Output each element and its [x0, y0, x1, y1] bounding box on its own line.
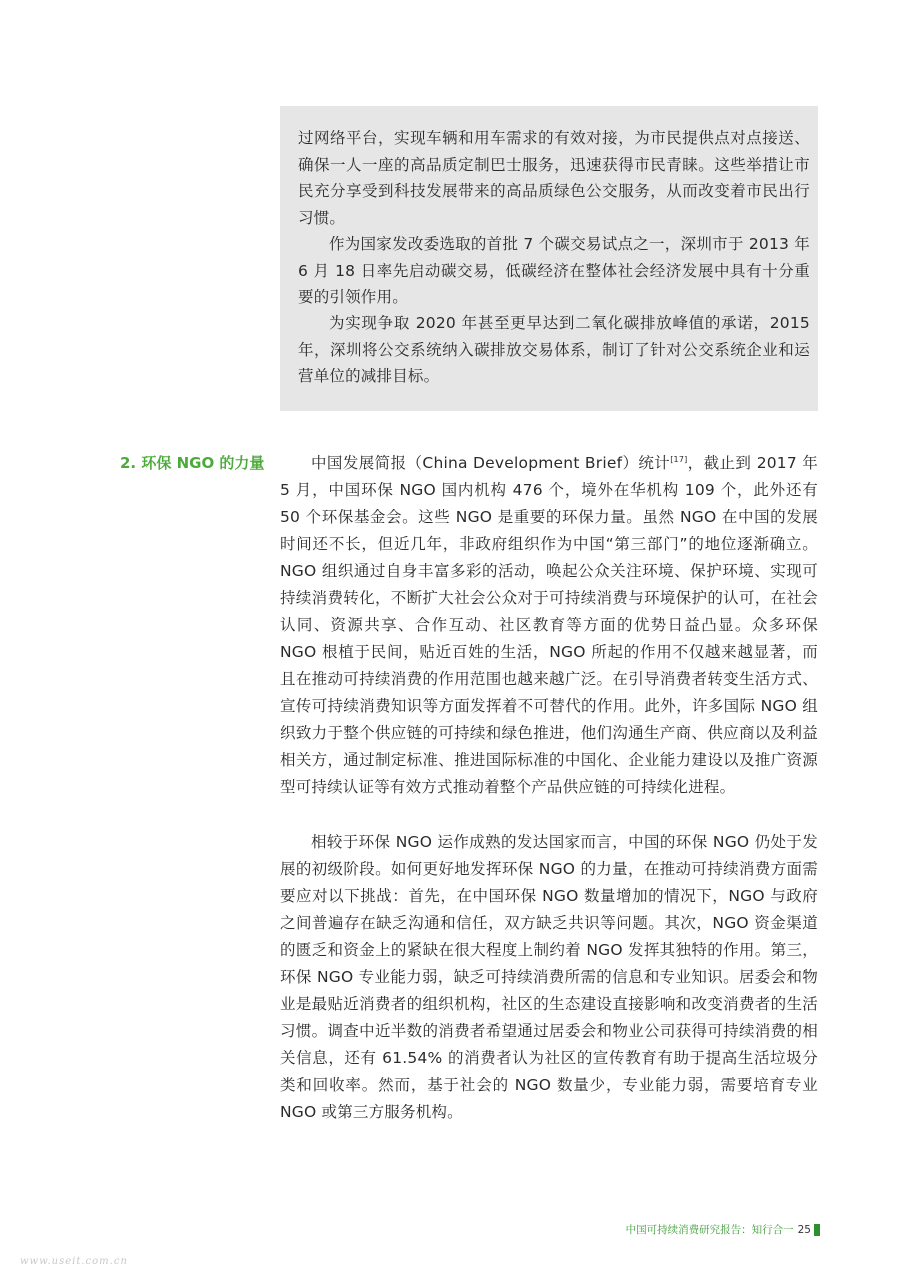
- paragraph-1-lead: 中国发展简报（China Development Brief）统计: [311, 454, 671, 472]
- box-paragraph-3: 为实现争取 2020 年甚至更早达到二氧化碳排放峰值的承诺，2015 年，深圳将公交系统纳入碳排放交易体系，制订了针对公交系统企业和运营单位的减排目标。: [298, 314, 810, 385]
- footer-bar-icon: [814, 1224, 820, 1236]
- section-paragraph-2: 相较于环保 NGO 运作成熟的发达国家而言，中国的环保 NGO 仍处于发展的初级阶段。如何更好地发挥环保 NGO 的力量，在推动可持续消费方面需要应对以下挑战：首先，在中国环保 NGO 数量增加的情况下，NGO 与政府之间普遍存在缺乏沟通和信任，双方缺乏共识等问题。其次，NGO 资金渠道的匮乏和资金上的紧缺在很大程度上制约着 NGO 发挥其独特的作用。第三，环保 NGO 专业能力弱，缺乏可持续消费所需的信息和专业知识。居委会和物业是最贴近消费者的组织机构，社区的生态建设直接影响和改变消费者的生活习惯。调查中近半数的消费者希望通过居委会和物业公司获得可持续消费的相关信息，还有 61.54% 的消费者认为社区的宣传教育有助于提高生活垃圾分类和回收率。然而，基于社会的 NGO 数量少，专业能力弱，需要培育专业 NGO 或第三方服务机构。: [280, 833, 818, 1121]
- section-heading: 2. 环保 NGO 的力量: [120, 454, 265, 472]
- page-number: 25: [797, 1223, 811, 1236]
- page-footer: [626, 1222, 820, 1237]
- citation-ref: [17]: [670, 455, 688, 464]
- paragraph-1-body: ，截止到 2017 年 5 月，中国环保 NGO 国内机构 476 个，境外在华机构 109 个，此外还有 50 个环保基金会。这些 NGO 是重要的环保力量。虽然 NGO 在中国的发展时间还不长，但近几年，非政府组织作为中国“第三部门”的地位逐渐确立。NGO 组织通过自身丰富多彩的活动，唤起公众关注环境、保护环境、实现可持续消费转化，不断扩大社会公众对于可持续消费与环境保护的认可，在社会认同、资源共享、合作互动、社区教育等方面的优势日益凸显。众多环保 NGO 根植于民间，贴近百姓的生活，NGO 所起的作用不仅越来越显著，而且在推动可持续消费的作用范围也越来越广泛。在引导消费者转变生活方式、宣传可持续消费知识等方面发挥着不可替代的作用。此外，许多国际 NGO 组织致力于整个供应链的可持续和绿色推进，他们沟通生产商、供应商以及利益相关方，通过制定标准、推进国际标准的中国化、企业能力建设以及推广资源型可持续认证等有效方式推动着整个产品供应链的可持续化进程。: [280, 454, 818, 796]
- box-paragraph-2: 作为国家发改委选取的首批 7 个碳交易试点之一，深圳市于 2013 年 6 月 18 日率先启动碳交易，低碳经济在整体社会经济发展中具有十分重要的引领作用。: [298, 235, 810, 306]
- footer-report-title: 中国可持续消费研究报告：知行合一: [625, 1224, 794, 1236]
- highlight-box: [280, 106, 818, 411]
- watermark: www.useit.com.cn: [20, 1256, 128, 1267]
- section-paragraph-1: [280, 450, 818, 801]
- box-paragraph-1: 过网络平台，实现车辆和用车需求的有效对接，为市民提供点对点接送、确保一人一座的高品质定制巴士服务，迅速获得市民青睐。这些举措让市民充分享受到科技发展带来的高品质绿色公交服务，从而改变着市民出行习惯。: [298, 129, 810, 227]
